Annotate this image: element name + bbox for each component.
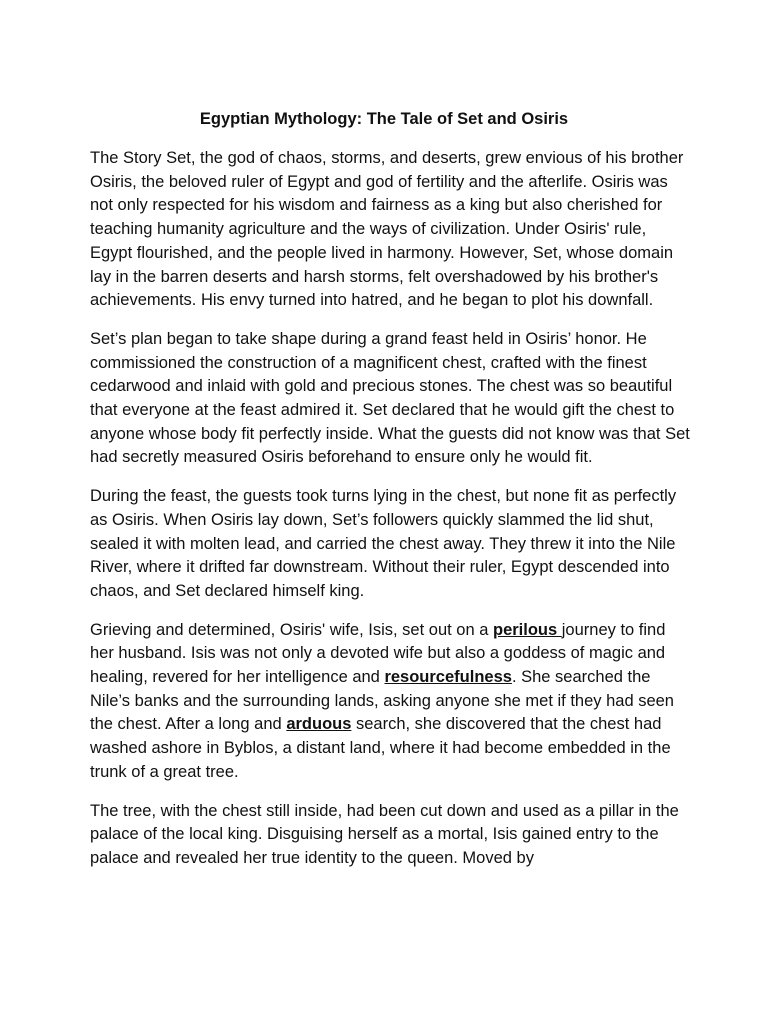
- document-body: [90, 147, 690, 886]
- paragraph-2: Set’s plan began to take shape during a grand feast held in Osiris’ honor. He commissioned the construction of a magnificent chest, crafted with the finest cedarwood and inlaid with gold and precious stones. The chest was so beautiful that everyone at the feast admired it. Set declared that he would gift the chest to anyone whose body fit perfectly inside. What the guests did not know was that Set had secretly measured Osiris beforehand to ensure only he would fit.: [90, 329, 690, 467]
- keyword-perilous: perilous: [493, 620, 562, 639]
- keyword-resourcefulness: resourcefulness: [384, 668, 512, 687]
- paragraph-3: During the feast, the guests took turns lying in the chest, but none fit as perfectly as Osiris. When Osiris lay down, Set’s followers quickly slammed the lid shut, sealed it with molten lead, and carried the chest away. They threw it into the Nile River, where it drifted far downstream. Without their ruler, Egypt descended into chaos, and Set declared himself king.: [90, 487, 677, 600]
- paragraph-4-text-2: journey to find her husband. Isis was not only a devoted wife but also a goddess of magic and healing, revered for her intelligence and: [90, 620, 666, 687]
- paragraph-1: The Story Set, the god of chaos, storms, and deserts, grew envious of his brother Osiris, the beloved ruler of Egypt and god of fertility and the afterlife. Osiris was not only respected for his wisdom and fairness as a king but also cherished for teaching humanity agriculture and the ways of civilization. Under Osiris' rule, Egypt flourished, and the people lived in harmony. However, Set, whose domain lay in the barren deserts and harsh storms, felt overshadowed by his brother's achievements. His envy turned into hatred, and he began to plot his downfall.: [90, 149, 684, 310]
- keyword-arduous: arduous: [286, 715, 352, 734]
- paragraph-4-text-3: . She searched the Nile’s banks and the surrounding lands, asking anyone she met if they had seen the chest. After a long and: [90, 668, 674, 734]
- paragraph-4-text-4: search, she discovered that the chest had washed ashore in Byblos, a distant land, where it had become embedded in the trunk of a great tree.: [90, 715, 671, 781]
- paragraph-5: The tree, with the chest still inside, had been cut down and used as a pillar in the palace of the local king. Disguising herself as a mortal, Isis gained entry to the palace and revealed her true identity to the queen. Moved by: [90, 801, 679, 867]
- paragraph-4-text-1: Grieving and determined, Osiris' wife, Isis, set out on a: [90, 620, 493, 639]
- document-title: Egyptian Mythology: The Tale of Set and Osiris: [199, 110, 569, 128]
- paragraph-4: [90, 619, 690, 785]
